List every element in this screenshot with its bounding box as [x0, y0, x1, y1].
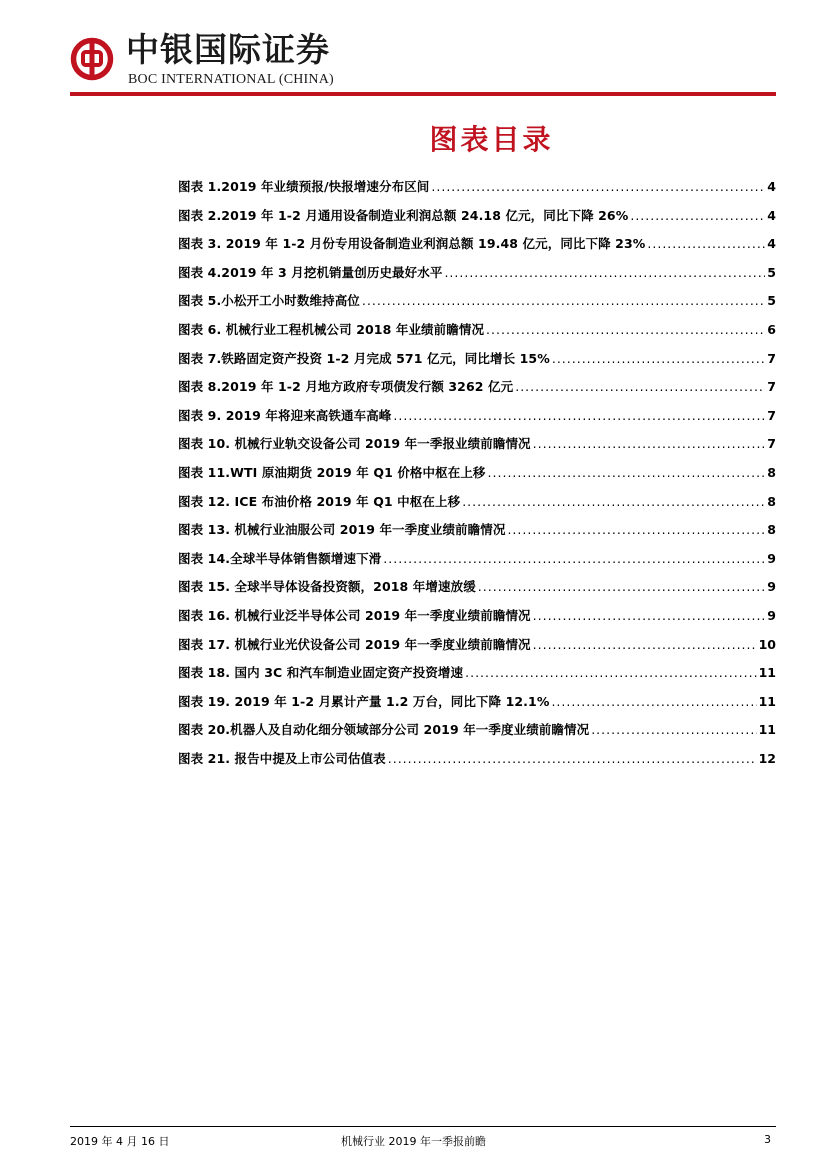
- toc-entry-title[interactable]: 图表 1.2019 年业绩预报/快报增速分布区间: [178, 179, 430, 194]
- toc-leader-dots: [533, 607, 766, 625]
- toc-entry[interactable]: [178, 662, 776, 691]
- toc-entry-page[interactable]: 11: [758, 693, 776, 709]
- toc-entry-page[interactable]: 9: [767, 579, 776, 595]
- toc-leader-dots: [630, 207, 765, 225]
- toc-entry-page[interactable]: 6: [767, 321, 776, 337]
- toc-entry-title[interactable]: 图表 10. 机械行业轨交设备公司 2019 年一季报业绩前瞻情况: [178, 436, 531, 452]
- toc-entry[interactable]: [178, 691, 776, 720]
- footer-report-title: 机械行业 2019 年一季报前瞻: [341, 1135, 486, 1148]
- toc-entry-page[interactable]: 11: [758, 722, 776, 738]
- footer-page-number: 3: [764, 1133, 771, 1146]
- toc-entry-title[interactable]: 图表 18. 国内 3C 和汽车制造业固定资产投资增速: [178, 665, 464, 681]
- toc-entry-title[interactable]: 图表 19. 2019 年 1-2 月累计产量 1.2 万台，同比下降 12.1%: [178, 693, 550, 709]
- toc-entry[interactable]: [178, 262, 776, 291]
- toc-entry[interactable]: [178, 433, 776, 462]
- toc-entry-title[interactable]: 图表 13. 机械行业油服公司 2019 年一季度业绩前瞻情况: [178, 522, 506, 538]
- toc-entry-title[interactable]: 图表 11.WTI 原油期货 2019 年 Q1 价格中枢在上移: [178, 464, 486, 480]
- toc-entry-page[interactable]: 7: [767, 379, 776, 395]
- toc-title: 图表目录: [429, 123, 554, 156]
- toc-entry[interactable]: [178, 605, 776, 634]
- toc-leader-dots: [444, 264, 765, 282]
- toc-leader-dots: [507, 521, 765, 539]
- toc-entry-page[interactable]: 5: [767, 293, 776, 309]
- toc-entry-page[interactable]: 4: [767, 236, 776, 252]
- footer-divider: [70, 1126, 776, 1127]
- toc-entry-page[interactable]: 5: [767, 264, 776, 280]
- toc-entry-title[interactable]: 图表 20.机器人及自动化细分领域部分公司 2019 年一季度业绩前瞻情况: [178, 722, 590, 738]
- toc-entry[interactable]: [178, 548, 776, 577]
- toc-entry[interactable]: [178, 319, 776, 348]
- toc-leader-dots: [388, 750, 757, 768]
- toc-entry-title[interactable]: 图表 8.2019 年 1-2 月地方政府专项债发行额 3262 亿元: [178, 379, 514, 395]
- toc-entry[interactable]: [178, 519, 776, 548]
- toc-leader-dots: [362, 292, 765, 310]
- toc-leader-dots: [533, 435, 766, 453]
- toc-leader-dots: [591, 721, 756, 739]
- toc-entry[interactable]: [178, 176, 776, 205]
- toc-leader-dots: [552, 350, 765, 368]
- brand-name-english: BOC INTERNATIONAL (CHINA): [128, 72, 334, 87]
- bank-of-china-logo-icon: [70, 37, 114, 81]
- toc-entry[interactable]: [178, 748, 776, 777]
- toc-entry-page[interactable]: 7: [767, 407, 776, 423]
- toc-entry-title[interactable]: 图表 2.2019 年 1-2 月通用设备制造业利润总额 24.18 亿元，同比下降 26%: [178, 207, 629, 223]
- toc-entry-page[interactable]: 4: [767, 179, 776, 194]
- toc-entry[interactable]: [178, 462, 776, 491]
- toc-leader-dots: [488, 464, 766, 482]
- toc-entry[interactable]: [178, 405, 776, 434]
- toc-entry-title[interactable]: 图表 21. 报告中提及上市公司估值表: [178, 750, 386, 766]
- toc-entry[interactable]: [178, 634, 776, 663]
- toc-leader-dots: [647, 235, 765, 253]
- toc-entry[interactable]: [178, 233, 776, 262]
- toc-entry-title[interactable]: 图表 12. ICE 布油价格 2019 年 Q1 中枢在上移: [178, 493, 461, 509]
- toc-entry-page[interactable]: 8: [767, 522, 776, 538]
- toc-entry-page[interactable]: 9: [767, 607, 776, 623]
- toc-entry[interactable]: [178, 205, 776, 234]
- toc-entry-title[interactable]: 图表 3. 2019 年 1-2 月份专用设备制造业利润总额 19.48 亿元，同比下降 23%: [178, 236, 646, 252]
- toc-entry-title[interactable]: 图表 14.全球半导体销售额增速下滑: [178, 550, 382, 566]
- toc-leader-dots: [478, 578, 766, 596]
- toc-entry-page[interactable]: 8: [767, 464, 776, 480]
- toc-entry[interactable]: [178, 376, 776, 405]
- footer-date: 2019 年 4 月 16 日: [70, 1135, 170, 1148]
- toc-entry[interactable]: [178, 290, 776, 319]
- toc-entry[interactable]: [178, 719, 776, 748]
- toc-entry-page[interactable]: 8: [767, 493, 776, 509]
- toc-leader-dots: [515, 378, 765, 396]
- toc-entry-page[interactable]: 9: [767, 550, 776, 566]
- toc-entry-page[interactable]: 7: [767, 350, 776, 366]
- toc-entry-page[interactable]: 12: [758, 750, 776, 766]
- toc-leader-dots: [533, 636, 757, 654]
- toc-leader-dots: [486, 321, 765, 339]
- toc-entry-title[interactable]: 图表 9. 2019 年将迎来高铁通车高峰: [178, 407, 392, 423]
- toc-leader-dots: [551, 693, 756, 711]
- toc-entry-page[interactable]: 4: [767, 207, 776, 223]
- toc-entry[interactable]: [178, 348, 776, 377]
- toc-entry-page[interactable]: 11: [758, 665, 776, 681]
- toc-leader-dots: [383, 550, 765, 568]
- toc-leader-dots: [431, 178, 765, 196]
- toc-entry-title[interactable]: 图表 4.2019 年 3 月挖机销量创历史最好水平: [178, 264, 443, 280]
- toc-list: [178, 176, 776, 776]
- toc-leader-dots: [393, 407, 765, 425]
- toc-entry-page[interactable]: 7: [767, 436, 776, 452]
- toc-leader-dots: [462, 493, 765, 511]
- toc-entry-title[interactable]: 图表 16. 机械行业泛半导体公司 2019 年一季度业绩前瞻情况: [178, 607, 531, 623]
- header-divider: [70, 92, 776, 96]
- brand-name-chinese: 中银国际证券: [126, 30, 330, 69]
- toc-entry[interactable]: [178, 576, 776, 605]
- toc-entry-title[interactable]: 图表 6. 机械行业工程机械公司 2018 年业绩前瞻情况: [178, 321, 485, 337]
- toc-entry[interactable]: [178, 491, 776, 520]
- toc-entry-title[interactable]: 图表 17. 机械行业光伏设备公司 2019 年一季度业绩前瞻情况: [178, 636, 531, 652]
- toc-entry-title[interactable]: 图表 7.铁路固定资产投资 1-2 月完成 571 亿元，同比增长 15%: [178, 350, 550, 366]
- toc-entry-page[interactable]: 10: [758, 636, 776, 652]
- toc-entry-title[interactable]: 图表 15. 全球半导体设备投资额，2018 年增速放缓: [178, 579, 476, 595]
- toc-leader-dots: [465, 664, 756, 682]
- toc-entry-title[interactable]: 图表 5.小松开工小时数维持高位: [178, 293, 360, 309]
